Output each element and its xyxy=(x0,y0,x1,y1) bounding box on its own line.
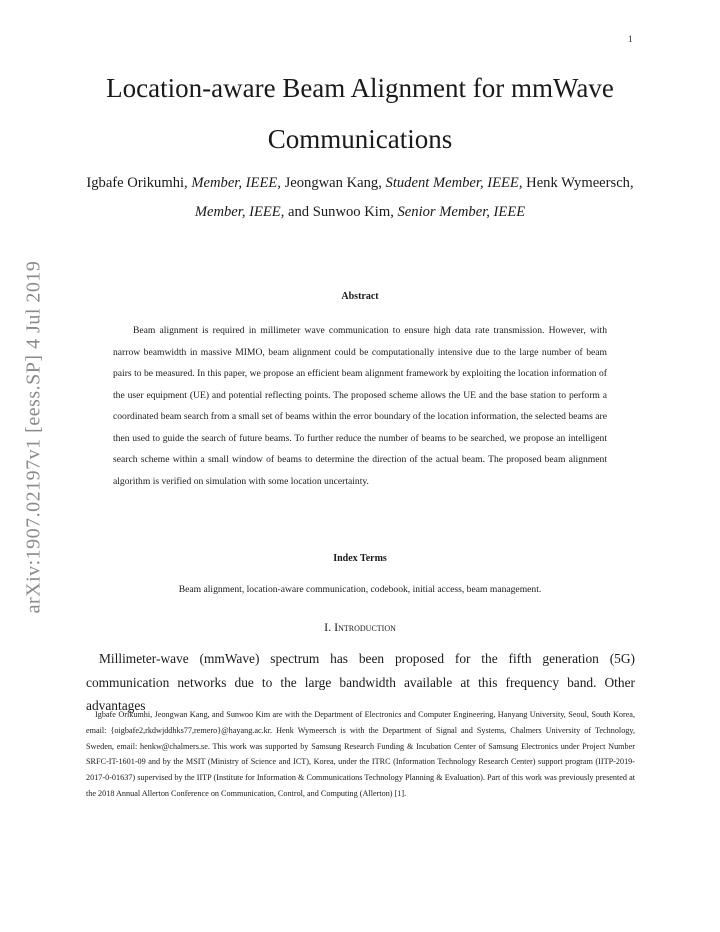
paper-title: Location-aware Beam Alignment for mmWave Communications xyxy=(106,73,614,154)
section-title: Introduction xyxy=(334,620,396,634)
author-name: Jeongwan Kang, xyxy=(284,175,382,191)
section-heading xyxy=(0,620,720,635)
index-terms-heading: Index Terms xyxy=(333,553,387,564)
author-membership: Member, IEEE, xyxy=(191,175,281,191)
author-name: Henk Wymeersch, xyxy=(526,175,634,191)
author-affiliation-footnote: Igbafe Orikumhi, Jeongwan Kang, and Sunwoo Kim are with the Department of Electronics and Computer Engineering, Hanyang University, Seoul, South Korea, email: {oigbafe2,rkdwjddhks77,remero}@hayang.ac.kr. Henk Wymeersch is with the Department of Signal and Systems, Chalmers University of Technology, Sweden, email: henkw@chalmers.se. This work was supported by Samsung Research Funding & Incubation Center of Samsung Electronics under Project Number SRFC-IT-1601-09 and by the MSIT (Ministry of Science and ICT), Korea, under the ITRC (Information Technology Research Center) support program (IITP-2019-2017-0-01637) supervised by the IITP (Institute for Information & Communications Technology Planning & Evaluation). Part of this work was previously presented at the 2018 Annual Allerton Conference on Communication, Control, and Computing (Allerton) [1]. xyxy=(86,710,635,798)
author-list xyxy=(62,169,658,227)
author-membership: Student Member, IEEE, xyxy=(385,175,523,191)
page-number: 1 xyxy=(628,34,633,44)
introduction-text: Millimeter-wave (mmWave) spectrum has been proposed for the fifth generation (5G) communication networks due to the large bandwidth available at this frequency band. Other advantages xyxy=(86,651,635,713)
index-terms-text: Beam alignment, location-aware communication, codebook, initial access, beam management. xyxy=(178,584,542,595)
abstract-heading: Abstract xyxy=(341,291,379,302)
author-membership: Senior Member, IEEE xyxy=(397,204,526,220)
abstract-text: Beam alignment is required in millimeter wave communication to ensure high data rate transmission. However, with narrow beamwidth in massive MIMO, beam alignment could be computationally intensive due to the large number of beam pairs to be measured. In this paper, we propose an efficient beam alignment framework by exploiting the location information of the user equipment (UE) and potential reflecting points. The proposed scheme allows the UE and the base station to perform a coordinated beam search from a small set of beams within the error boundary of the location information, the selected beams are then used to guide the search of future beams. To further reduce the number of beams to be searched, we propose an intelligent search scheme within a small window of beams to determine the direction of the actual beam. The proposed beam alignment algorithm is verified on simulation with some location uncertainty. xyxy=(113,325,607,487)
author-name: and Sunwoo Kim, xyxy=(288,204,394,220)
author-name: Igbafe Orikumhi, xyxy=(86,175,188,191)
section-number: I. xyxy=(324,620,332,634)
arxiv-identifier-stamp: arXiv:1907.02197v1 [eess.SP] 4 Jul 2019 xyxy=(22,260,45,614)
author-membership: Member, IEEE, xyxy=(194,204,285,220)
